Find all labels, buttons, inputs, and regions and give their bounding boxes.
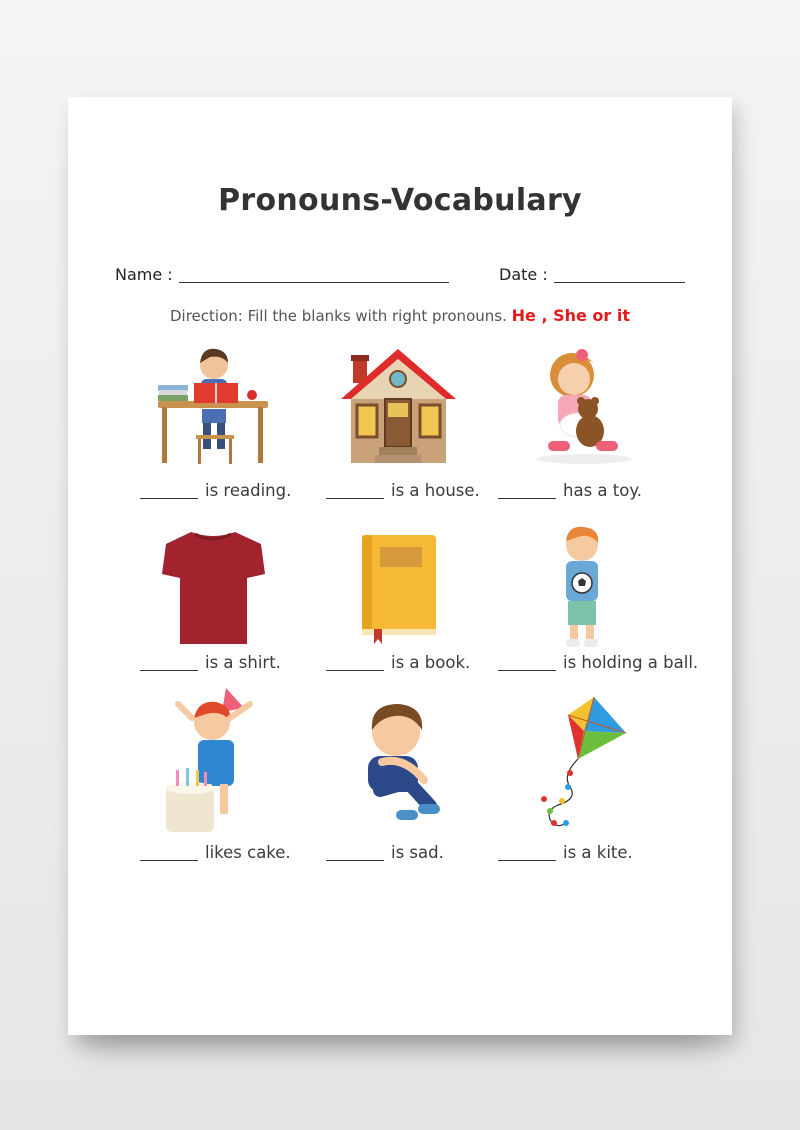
- sentence-2: [326, 481, 480, 500]
- shirt-icon: [161, 530, 266, 645]
- kite-icon: [538, 695, 630, 831]
- answer-blank[interactable]: [140, 860, 198, 861]
- worksheet-page: [68, 97, 732, 1035]
- girl-with-cake-icon: [164, 688, 262, 834]
- name-label: Name :: [115, 265, 173, 284]
- sentence-7: [140, 843, 291, 862]
- date-blank-line[interactable]: [554, 282, 685, 283]
- sentence-5: [326, 653, 470, 672]
- girl-with-toy-icon: [532, 345, 634, 465]
- page-title: Pronouns-Vocabulary: [218, 183, 582, 218]
- answer-blank[interactable]: [326, 860, 384, 861]
- sentence-8: [326, 843, 444, 862]
- name-blank-line[interactable]: [179, 282, 449, 283]
- answer-blank[interactable]: [498, 860, 556, 861]
- sentence-text: is holding a ball.: [563, 653, 699, 672]
- sentence-text: is a house.: [391, 481, 480, 500]
- sentence-6: [498, 653, 698, 672]
- direction-instruction: Direction: Fill the blanks with right pronouns.: [169, 307, 507, 325]
- sentence-text: is a book.: [391, 653, 471, 672]
- answer-blank[interactable]: [498, 670, 556, 671]
- answer-blank[interactable]: [326, 498, 384, 499]
- boy-reading-icon: [156, 343, 271, 466]
- date-label: Date :: [499, 265, 548, 284]
- name-field: [115, 265, 449, 284]
- sentence-text: is reading.: [205, 481, 292, 500]
- direction-text: [68, 306, 732, 325]
- sentence-9: [498, 843, 633, 862]
- sentence-text: is a shirt.: [205, 653, 281, 672]
- boy-holding-ball-icon: [556, 525, 608, 650]
- pronoun-options: He , She or it: [511, 306, 631, 325]
- sad-boy-icon: [360, 700, 442, 824]
- answer-blank[interactable]: [140, 670, 198, 671]
- sentence-3: [498, 481, 642, 500]
- answer-blank[interactable]: [140, 498, 198, 499]
- sentence-1: [140, 481, 291, 500]
- answer-blank[interactable]: [326, 670, 384, 671]
- answer-blank[interactable]: [498, 498, 556, 499]
- sentence-text: likes cake.: [205, 843, 291, 862]
- date-field: [499, 265, 685, 284]
- sentence-text: has a toy.: [563, 481, 642, 500]
- sentence-text: is a kite.: [563, 843, 633, 862]
- book-icon: [360, 533, 438, 645]
- sentence-4: [140, 653, 281, 672]
- sentence-text: is sad.: [391, 843, 444, 862]
- house-icon: [339, 347, 458, 464]
